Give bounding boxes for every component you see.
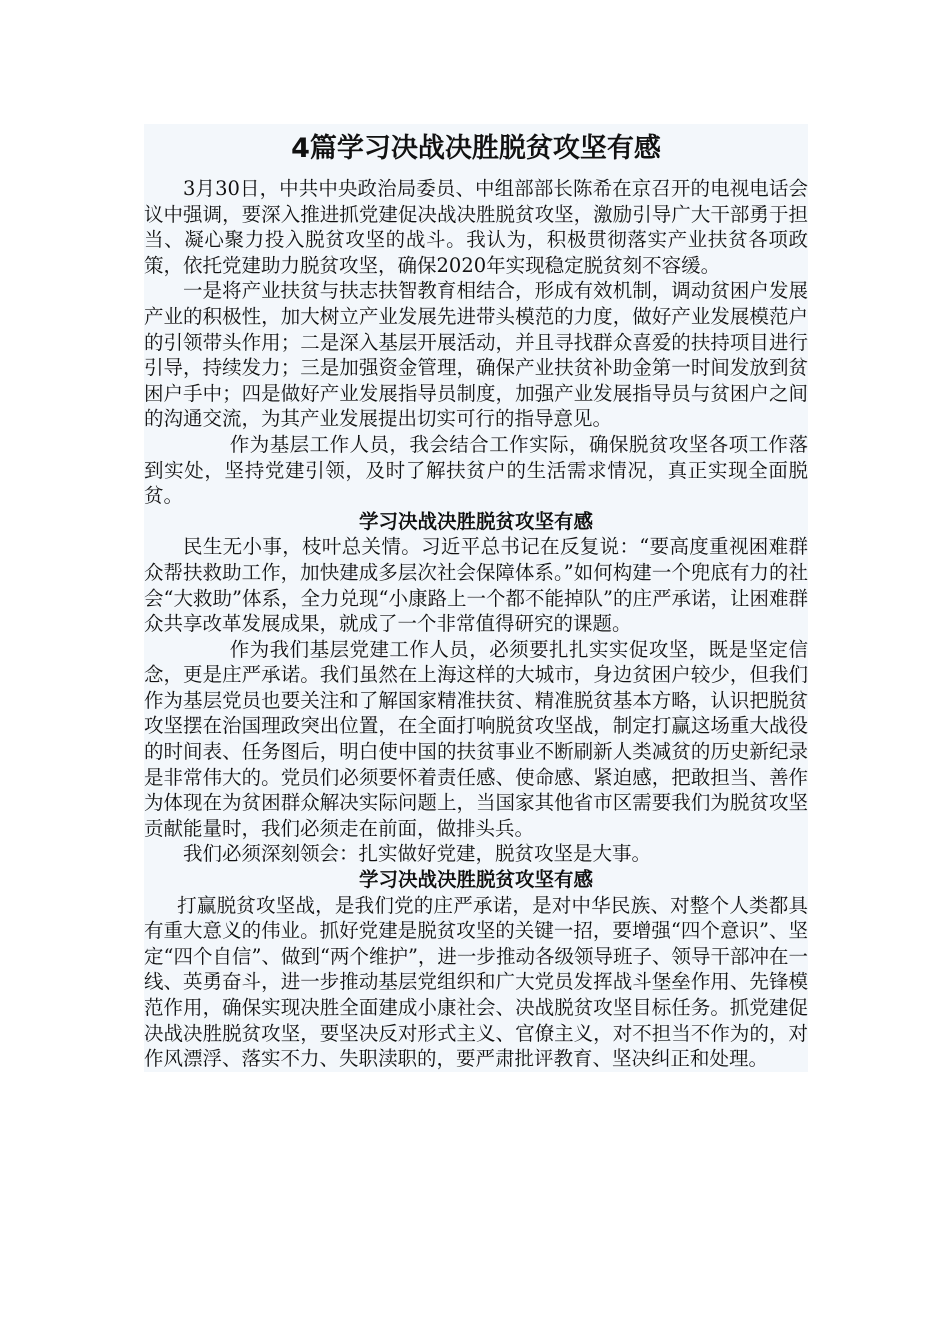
paragraph: 作为基层工作人员，我会结合工作实际，确保脱贫攻坚各项工作落到实处，坚持党建引领，及时了解扶贫户的生活需求情况，真正实现全面脱贫。: [144, 432, 808, 508]
section-heading: 学习决战决胜脱贫攻坚有感: [358, 509, 593, 533]
paragraph: 一是将产业扶贫与扶志扶智教育相结合，形成有效机制，调动贫困户发展产业的积极性，加大树立产业发展先进带头模范的力度，做好产业发展模范户的引领带头作用；二是深入基层开展活动，并且寻找群众喜爱的扶持项目进行引导，持续发力；三是加强资金管理，确保产业扶贫补助金第一时间发放到贫困户手中；四是做好产业发展指导员制度，加强产业发展指导员与贫困户之间的沟通交流，为其产业发展提出切实可行的指导意见。: [144, 279, 808, 431]
paragraph: 我们必须深刻领会：扎实做好党建，脱贫攻坚是大事。: [183, 842, 652, 866]
document-title: 4篇学习决战决胜脱贫攻坚有感: [291, 133, 661, 164]
paragraph: 民生无小事，枝叶总关情。习近平总书记在反复说：“要高度重视困难群众帮扶救助工作，加快建成多层次社会保障体系。”如何构建一个兜底有力的社会“大救助”体系，全力兑现“小康路上一个都不能掉队”的庄严承诺，让困难群众共享改革发展成果，就成了一个非常值得研究的课题。: [144, 535, 808, 636]
document-page: [144, 124, 808, 1072]
paragraph: 3月30日，中共中央政治局委员、中组部部长陈希在京召开的电视电话会议中强调，要深入推进抓党建促决战决胜脱贫攻坚，激励引导广大干部勇于担当、凝心聚力投入脱贫攻坚的战斗。我认为，积极贯彻落实产业扶贫各项政策，依托党建助力脱贫攻坚，确保2020年实现稳定脱贫刻不容缓。: [144, 177, 808, 277]
section-heading: 学习决战决胜脱贫攻坚有感: [358, 868, 593, 892]
paragraph: 作为我们基层党建工作人员，必须要扎扎实实促攻坚，既是坚定信念，更是庄严承诺。我们虽然在上海这样的大城市，身边贫困户较少，但我们作为基层党员也要关注和了解国家精准扶贫、精准脱贫基本方略，认识把脱贫攻坚摆在治国理政突出位置，在全面打响脱贫攻坚战，制定打赢这场重大战役的时间表、任务图后，明白使中国的扶贫事业不断刷新人类减贫的历史新纪录是非常伟大的。党员们必须要怀着责任感、使命感、紧迫感，把敢担当、善作为体现在为贫困群众解决实际问题上，当国家其他省市区需要我们为脱贫攻坚贡献能量时，我们必须走在前面，做排头兵。: [144, 637, 808, 840]
paragraph: 打赢脱贫攻坚战，是我们党的庄严承诺，是对中华民族、对整个人类都具有重大意义的伟业。抓好党建是脱贫攻坚的关键一招，要增强“四个意识”、坚定“四个自信”、做到“两个维护”，进一步推动各级领导班子、领导干部冲在一线、英勇奋斗，进一步推动基层党组织和广大党员发挥战斗堡垒作用、先锋模范作用，确保实现决胜全面建成小康社会、决战脱贫攻坚目标任务。抓党建促决战决胜脱贫攻坚，要坚决反对形式主义、官僚主义，对不担当不作为的，对作风漂浮、落实不力、失职渎职的，要严肃批评教育、坚决纠正和处理。: [144, 893, 808, 1071]
